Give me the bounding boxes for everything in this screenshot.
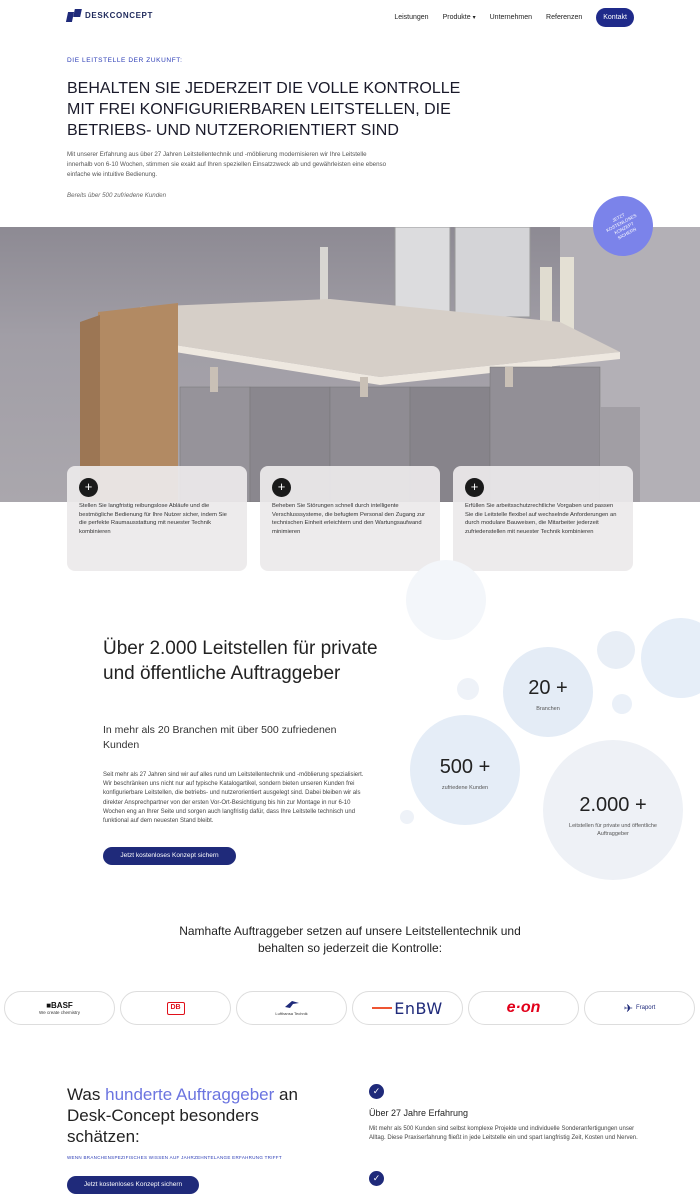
control-desk-illustration [0, 227, 700, 502]
feature-card-1 [67, 466, 247, 571]
stats-section-title: Über 2.000 Leitstellen für private und öffentliche Auftraggeber [103, 638, 378, 684]
decor-circle [400, 810, 414, 824]
stats-section-subtitle: In mehr als 20 Branchen mit über 500 zufriedenen Kunden [103, 724, 337, 751]
decor-circle [612, 694, 632, 714]
clients-title: Namhafte Auftraggeber setzen auf unsere Leitstellentechnik und behalten so jederzeit die Kontrolle: [179, 924, 521, 955]
stat-label: Branchen [536, 706, 560, 712]
contact-button[interactable]: Kontakt [596, 8, 634, 27]
fraport-logo: Fraport [635, 1005, 656, 1011]
plus-icon[interactable]: + [465, 478, 484, 497]
stats-section-body: Seit mehr als 27 Jahren sind wir auf alles rund um Leitstellentechnik und -möblierung spezialisiert. Wir beschränken uns nicht nur auf typische Katalogartikel, sondern bieten unseren Kunden frei konfigurierbare Leitstellen, die betriebs- und nutzerorientiert ausgelegt sind. Dabei bleiben wir als direkter Ansprechpartner von der ersten Vor-Ort-Besichtigung bis hin zur Montage in nur 6-10 Wochen eng an Ihrer Seite und sorgen auch langfristig dafür, dass Ihre Leitstelle technisch und funktional auf dem neuesten Stand bleibt. [103, 772, 364, 825]
stat-branchen [503, 677, 593, 713]
enbw-stripe-icon [372, 1007, 392, 1009]
client-logo-fraport [584, 991, 695, 1025]
logo[interactable] [67, 9, 153, 22]
check-icon: ✓ [369, 1171, 384, 1186]
nav-link-produkte-label: Produkte [442, 14, 471, 21]
chevron-down-icon: ▾ [472, 15, 476, 21]
client-logo-lufthansa-technik [236, 991, 347, 1025]
client-logo-basf [4, 991, 115, 1025]
logo-text: DESKCONCEPT [85, 11, 153, 20]
nav-links [394, 8, 634, 27]
stat-label: zufriedene Kunden [441, 785, 489, 791]
decor-circle [406, 560, 486, 640]
feature-card-2 [260, 466, 440, 571]
feature-card-3 [453, 466, 633, 571]
hero-title-line1: BEHALTEN SIE JEDERZEIT DIE VOLLE KONTROLLE [67, 80, 461, 97]
hero-title [67, 78, 487, 141]
db-logo: DB [167, 1002, 185, 1015]
nav-link-leistungen[interactable]: Leistungen [394, 14, 429, 21]
enbw-logo: EnBW [394, 998, 443, 1018]
concept-cta-button-2[interactable]: Jetzt kostenloses Konzept sichern [67, 1176, 199, 1194]
lufthansa-crane-icon [284, 1000, 300, 1009]
concept-cta-button[interactable]: Jetzt kostenloses Konzept sichern [103, 847, 236, 865]
hero-description: Mit unserer Erfahrung aus über 27 Jahren Leitstellentechnik und -möblierung modernisieren wir Ihre Leitstelle innerhalb von 6-10 Wochen, stimmen sie exakt auf Ihren speziellen Einsatzzweck ab und gewährleisten eine ebenso einfache wie intuitive Bedienung. [67, 151, 387, 178]
client-logo-enbw [352, 991, 463, 1025]
nav-link-referenzen[interactable]: Referenzen [546, 14, 583, 21]
feature-card-text: Erfüllen Sie arbeitsschutzrechtliche Vorgaben und passen Sie die Leitstelle flexibel auf wechselnde Anforderungen an durch modulare Bauweisen, die Mitarbeiter jederzeit zufriedenstellen mit neuester Technik kombinieren [465, 503, 617, 535]
stat-number: 20 + [528, 677, 568, 699]
check-icon: ✓ [369, 1084, 384, 1099]
nav-link-produkte[interactable] [443, 14, 476, 21]
deskconcept-logo-icon [67, 9, 81, 22]
hero-image [0, 227, 700, 502]
plus-icon[interactable]: + [79, 478, 98, 497]
stat-kunden [410, 756, 520, 792]
eon-logo: e·on [506, 999, 541, 1016]
client-logo-db [120, 991, 231, 1025]
benefits-note: WENN BRANCHENSPEZIFISCHES WISSEN AUF JAHRZEHNTELANGE ERFAHRUNG TRIFFT [67, 1155, 282, 1160]
fraport-star-icon: ✈ [623, 1002, 633, 1015]
benefits-title-highlight: hunderte Auftraggeber [105, 1085, 275, 1104]
basf-logo: ■BASF [46, 1001, 73, 1010]
stat-number: 2.000 + [579, 794, 647, 816]
benefits-title-pre: Was [67, 1085, 101, 1104]
stat-leitstellen [558, 794, 668, 838]
benefits-title [67, 1084, 327, 1147]
benefits-title-post: an Desk-Concept besonders schätzen: [67, 1085, 298, 1146]
feature-card-text: Stellen Sie langfristig reibungslose Abläufe und die bestmögliche Bedienung für Ihre Nutzer sicher, indem Sie die perfekte Raumausstattung mit neuester Technik kombinieren [79, 503, 227, 535]
basf-square-icon: ■ [46, 1001, 52, 1010]
lufthansa-technik-logo-text: Lufthansa Technik [275, 1011, 308, 1016]
top-nav [0, 0, 700, 36]
hero-note: Bereits über 500 zufriedene Kunden [67, 192, 167, 199]
plus-icon[interactable]: + [272, 478, 291, 497]
stat-label: Leitstellen für private und öffentliche Auftraggeber [569, 823, 657, 837]
hero-kicker: DIE LEITSTELLE DER ZUKUNFT: [67, 57, 183, 64]
experience-body: Mit mehr als 500 Kunden sind selbst komplexe Projekte und individuelle Sonderanfertigungen unser Alltag. Diese Praxiserfahrung fließt in jede Leitstelle ein und spart langfristig Zeit, Kosten und Nerven. [369, 1126, 638, 1141]
experience-title: Über 27 Jahre Erfahrung [369, 1108, 469, 1118]
decor-circle [457, 678, 479, 700]
feature-card-text: Beheben Sie Störungen schnell durch intelligente Verschlusssysteme, die befugtem Personal den Zugang zur technischen Einheit erleichtern und den Wartungsaufwand minimieren [272, 503, 426, 535]
hero-title-line2: MIT FREI KONFIGURIERBAREN LEITSTELLEN, DIE BETRIEBS- UND NUTZERORIENTIERT SIND [67, 101, 451, 139]
decor-circle [641, 618, 700, 698]
basf-tagline: We create chemistry [39, 1010, 80, 1015]
nav-link-unternehmen[interactable]: Unternehmen [489, 14, 533, 21]
stat-number: 500 + [439, 756, 491, 778]
decor-circle [597, 631, 635, 669]
client-logo-eon [468, 991, 579, 1025]
free-concept-badge[interactable]: JETZT KOSTENLOSES KONZEPT SICHERN [582, 185, 663, 266]
